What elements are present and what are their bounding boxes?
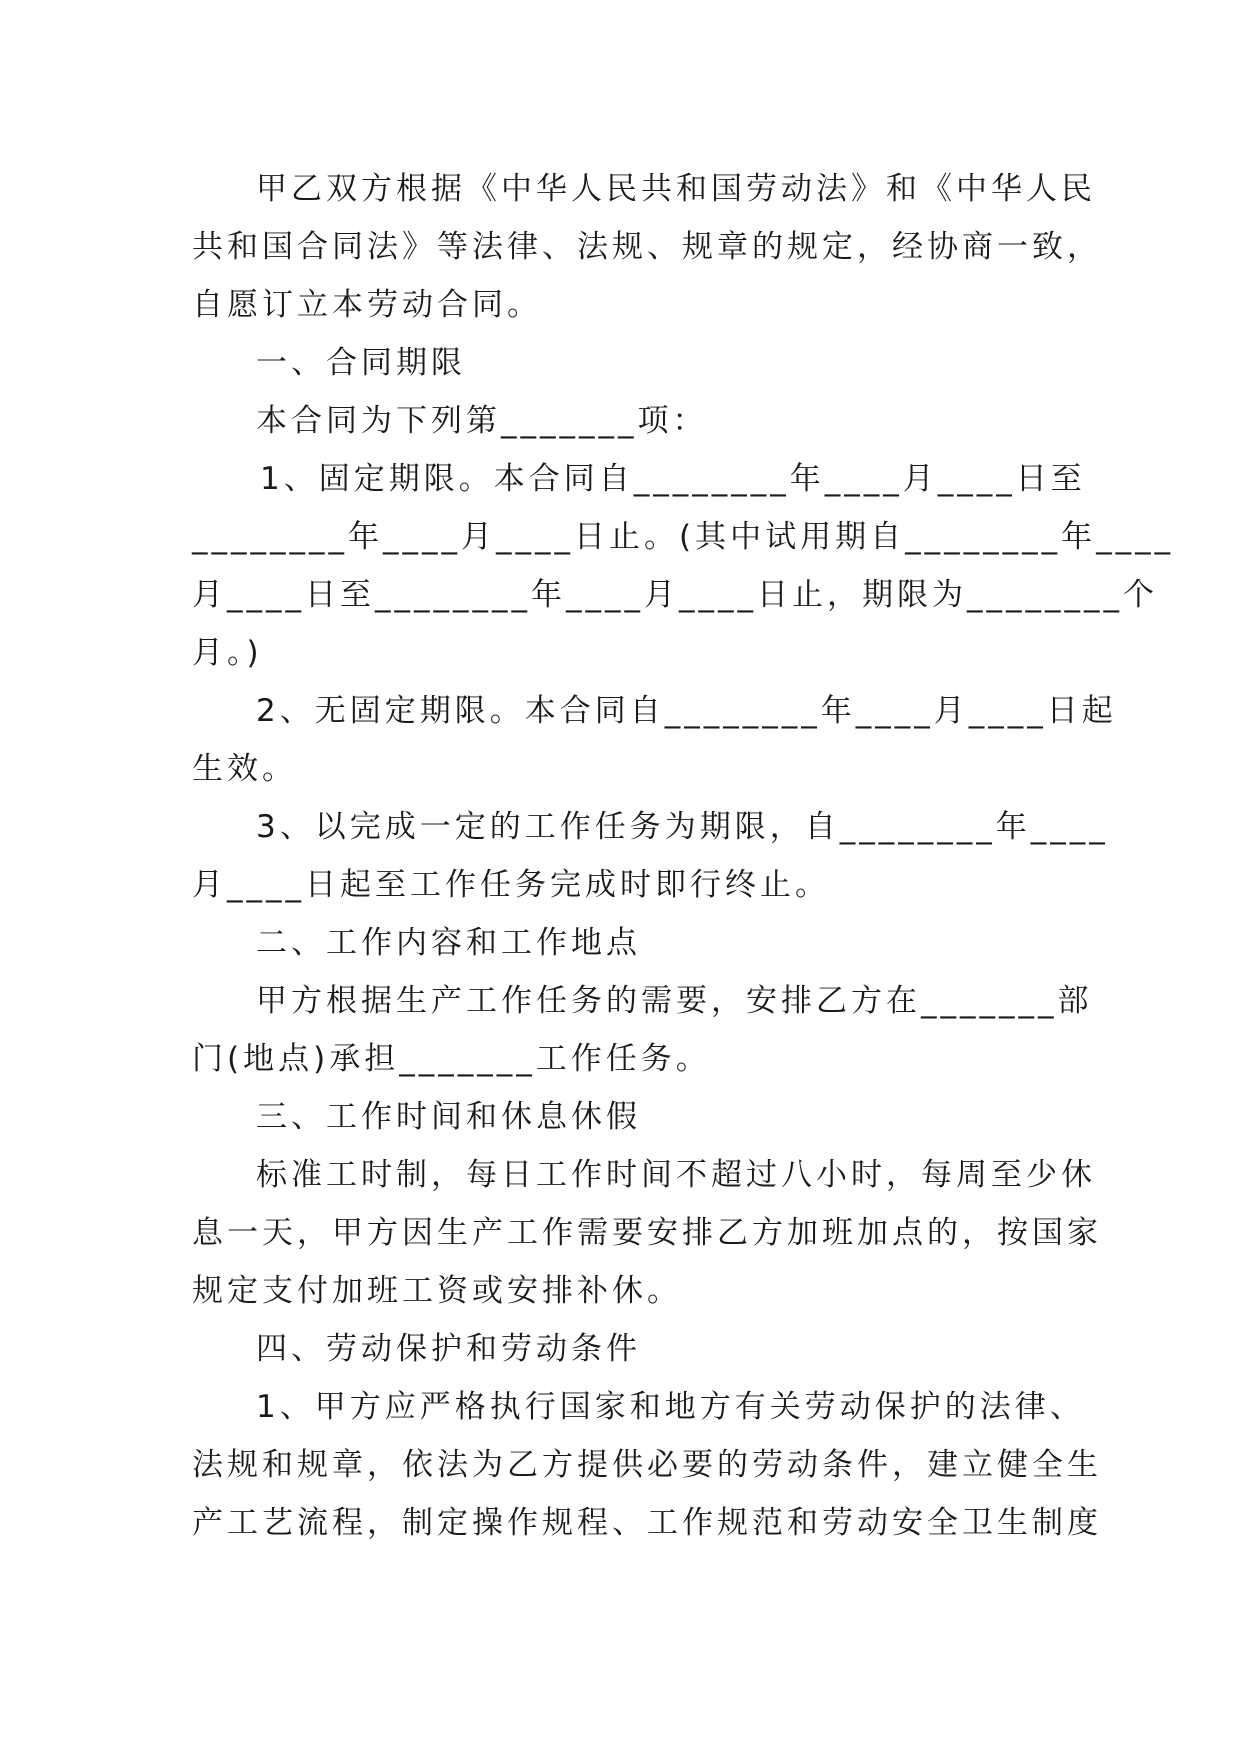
open-term-line-1: 2、无固定期限。本合同自________年____月____日起 — [256, 693, 1117, 729]
fixed-term-line-4: 月。) — [192, 635, 263, 671]
hours-line-3: 规定支付加班工资或安排补休。 — [192, 1273, 682, 1309]
protection-line-3: 产工艺流程，制定操作规程、工作规范和劳动安全卫生制度 — [192, 1505, 1102, 1541]
hours-line-2: 息一天，甲方因生产工作需要安排乙方加班加点的，按国家 — [192, 1215, 1102, 1251]
protection-line-1: 1、甲方应严格执行国家和地方有关劳动保护的法律、 — [256, 1389, 1085, 1425]
protection-line-2: 法规和规章，依法为乙方提供必要的劳动条件，建立健全生 — [192, 1447, 1102, 1483]
work-line-1: 甲方根据生产工作任务的需要，安排乙方在_______部 — [256, 983, 1093, 1019]
term-selection-line: 本合同为下列第_______项： — [256, 403, 708, 439]
fixed-term-line-1: 1、固定期限。本合同自________年____月____日至 — [260, 461, 1086, 497]
preamble-line-3: 自愿订立本劳动合同。 — [192, 287, 542, 323]
preamble-line-2: 共和国合同法》等法律、法规、规章的规定，经协商一致， — [192, 229, 1102, 265]
section-heading-hours: 三、工作时间和休息休假 — [256, 1099, 641, 1135]
section-heading-term: 一、合同期限 — [256, 345, 466, 381]
work-line-2: 门(地点)承担_______工作任务。 — [192, 1041, 711, 1077]
section-heading-work: 二、工作内容和工作地点 — [256, 925, 641, 961]
preamble-line-1: 甲乙双方根据《中华人民共和国劳动法》和《中华人民 — [256, 171, 1096, 207]
fixed-term-line-3: 月____日至________年____月____日止，期限为________个 — [192, 577, 1158, 613]
task-term-line-1: 3、以完成一定的工作任务为期限，自________年____ — [256, 809, 1109, 845]
section-heading-protection: 四、劳动保护和劳动条件 — [256, 1331, 641, 1367]
open-term-line-2: 生效。 — [192, 751, 297, 787]
contract-text — [192, 160, 1175, 1552]
task-term-line-2: 月____日起至工作任务完成时即行终止。 — [192, 867, 830, 903]
hours-line-1: 标准工时制，每日工作时间不超过八小时，每周至少休 — [256, 1157, 1096, 1193]
fixed-term-line-2: ________年____月____日止。(其中试用期自________年____ — [192, 519, 1175, 555]
